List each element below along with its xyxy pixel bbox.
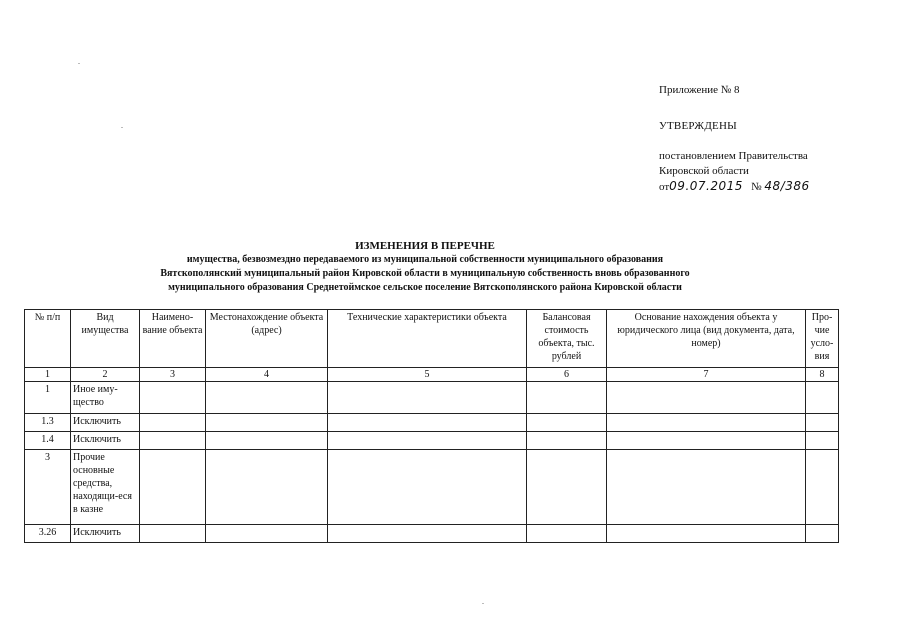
- row-number: 1: [25, 382, 71, 414]
- row-kind: Прочие основные средства, находящи-еся в казне: [71, 450, 140, 525]
- table-row: [25, 525, 839, 543]
- row-kind: Исключить: [71, 414, 140, 432]
- row-number: 3.26: [25, 525, 71, 543]
- decree-date: 09.07.2015: [669, 179, 743, 193]
- table-row: [25, 382, 839, 414]
- row-kind: Иное иму-щество: [71, 382, 140, 414]
- header-cell: Местонахождение объекта (адрес): [206, 310, 328, 368]
- table-row: [25, 432, 839, 450]
- row-kind: Исключить: [71, 432, 140, 450]
- row-kind: Исключить: [71, 525, 140, 543]
- column-number: 8: [806, 368, 839, 382]
- row-number: 1.4: [25, 432, 71, 450]
- column-number: 7: [607, 368, 806, 382]
- title-line-1: имущества, безвозмездно передаваемого из муниципальной собственности муниципального образования: [186, 254, 664, 265]
- column-number-row: [25, 368, 839, 382]
- header-cell: Вид имущества: [71, 310, 140, 368]
- column-number: 5: [328, 368, 527, 382]
- row-number: 3: [25, 450, 71, 525]
- decree-date-line: [659, 179, 810, 195]
- table-header-row: [25, 310, 839, 368]
- scan-speck: [78, 63, 80, 64]
- column-number: 6: [527, 368, 607, 382]
- column-number: 1: [25, 368, 71, 382]
- title-line-2: Вятскополянский муниципальный район Кировской области в муниципальную собственность вновь образованного: [160, 268, 690, 279]
- scan-speck: [121, 127, 123, 128]
- decree-number: 48/386: [764, 179, 810, 193]
- table-row: [25, 414, 839, 432]
- decree-block: [659, 149, 810, 195]
- table-row: [25, 450, 839, 525]
- header-cell: Технические характеристики объекта: [328, 310, 527, 368]
- document-title: [60, 239, 790, 295]
- number-prefix: №: [751, 181, 762, 193]
- title-main: ИЗМЕНЕНИЯ В ПЕРЕЧНЕ: [355, 240, 495, 252]
- header-cell: Основание нахождения объекта у юридического лица (вид документа, дата, номер): [607, 310, 806, 368]
- appendix-label: Приложение № 8: [659, 84, 740, 96]
- header-cell: Наимено-вание объекта: [140, 310, 206, 368]
- scan-speck: [482, 603, 484, 604]
- header-cell: № п/п: [25, 310, 71, 368]
- column-number: 4: [206, 368, 328, 382]
- column-number: 3: [140, 368, 206, 382]
- property-table: [24, 309, 839, 543]
- decree-line-2: Кировской области: [659, 165, 749, 177]
- header-cell: Балансовая стоимость объекта, тыс. рублей: [527, 310, 607, 368]
- date-prefix: от: [659, 181, 670, 193]
- decree-line-1: постановлением Правительства: [659, 150, 808, 162]
- header-cell: Про-чие усло-вия: [806, 310, 839, 368]
- approved-label: УТВЕРЖДЕНЫ: [659, 120, 737, 132]
- title-line-3: муниципального образования Среднетоймское сельское поселение Вятскополянского района Кировской области: [168, 282, 682, 293]
- row-number: 1.3: [25, 414, 71, 432]
- column-number: 2: [71, 368, 140, 382]
